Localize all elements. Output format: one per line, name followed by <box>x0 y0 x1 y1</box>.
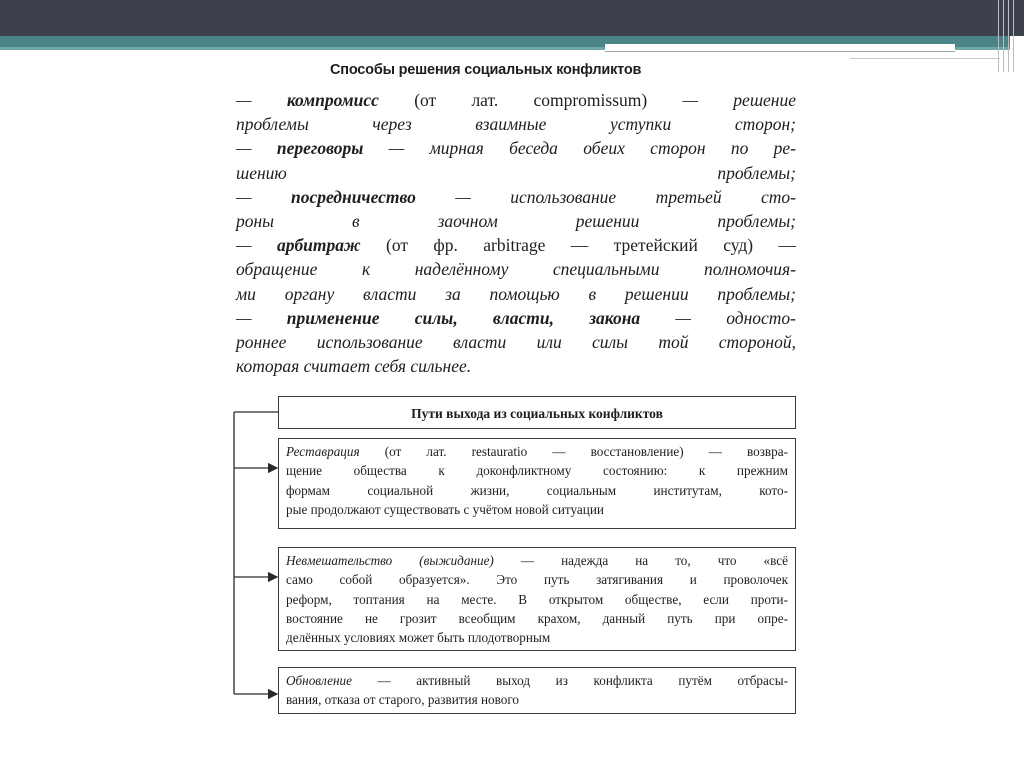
text-segment: вания, отказа от старого, развития нового <box>286 692 520 708</box>
text-segment: — мирная беседа обеих сторон по ре- <box>363 138 797 159</box>
term-text: Реставрация <box>286 444 360 459</box>
text-segment: щение общества к доконфликтному состоянию: к прежним <box>286 463 788 479</box>
text-segment: проблемы через взаимные уступки сторон; <box>236 114 796 135</box>
diagram-box-non-intervention <box>278 547 796 651</box>
text-segment: формам социальной жизни, социальным институтам, кото- <box>286 482 788 498</box>
text-line <box>286 481 788 500</box>
text-segment: само собой образуется». Это путь затягивания и проволочек <box>286 572 788 588</box>
text-line <box>286 551 788 570</box>
term-text: посредничество <box>290 186 416 207</box>
text-segment: — <box>236 307 287 328</box>
text-segment: — надежда на то, что «всё <box>493 553 788 568</box>
text-segment: — активный выход из конфликта путём отбрасы- <box>351 673 788 688</box>
term-text: переговоры <box>276 138 364 159</box>
text-segment: — односто- <box>640 307 796 328</box>
text-line <box>286 500 788 519</box>
text-segment: делённых условиях может быть плодотворным <box>286 630 551 646</box>
text-line <box>286 570 788 589</box>
text-line <box>286 671 788 690</box>
term-text: арбитраж <box>276 235 361 256</box>
text-segment: — <box>236 138 277 159</box>
term-text: компромисс <box>286 90 379 110</box>
text-segment: — <box>236 90 287 110</box>
text-line <box>286 590 788 609</box>
text-line <box>286 609 788 628</box>
text-line <box>286 690 788 709</box>
text-segment: роны в заочном решении проблемы; <box>236 210 796 231</box>
diagram-header-box: Пути выхода из социальных конфликтов <box>278 396 796 429</box>
term-text: Обновление <box>286 673 352 688</box>
text-line <box>286 442 788 461</box>
text-segment: рые продолжают существовать с учётом новой ситуации <box>286 501 604 517</box>
text-line <box>286 461 788 480</box>
text-segment: — использование третьей сто- <box>415 186 796 207</box>
term-text: применение силы, власти, закона <box>286 307 641 328</box>
text-line <box>286 628 788 647</box>
text-segment: востояние не грозит всеобщим крахом, данный путь при опре- <box>286 610 788 626</box>
text-segment: (от лат. restauratio — восстановление) — возвра- <box>359 444 788 459</box>
text-segment: шению проблемы; <box>236 162 796 183</box>
text-segment: ми органу власти за помощью в решении проблемы; <box>236 283 796 304</box>
text-segment: (от фр. arbitrage — третейский суд) — <box>360 235 796 256</box>
term-text: Невмешательство (выжидание) <box>286 553 494 568</box>
text-segment: которая считает себя сильнее. <box>236 356 472 377</box>
text-segment: — <box>236 186 291 207</box>
page-title: Способы решения социальных конфликтов <box>330 62 642 78</box>
diagram-box-restoration <box>278 438 796 529</box>
diagram-box-renewal <box>278 667 796 714</box>
text-segment: реформ, топтания на месте. В открытом обществе, если проти- <box>286 591 788 607</box>
text-segment: — <box>236 235 277 256</box>
text-segment: роннее использование власти или силы той стороной, <box>236 331 796 352</box>
text-segment: — решение <box>682 90 796 110</box>
text-segment: обращение к наделённому специальными полномочия- <box>236 259 796 280</box>
text-segment: (от лат. compromissum) <box>378 90 683 110</box>
